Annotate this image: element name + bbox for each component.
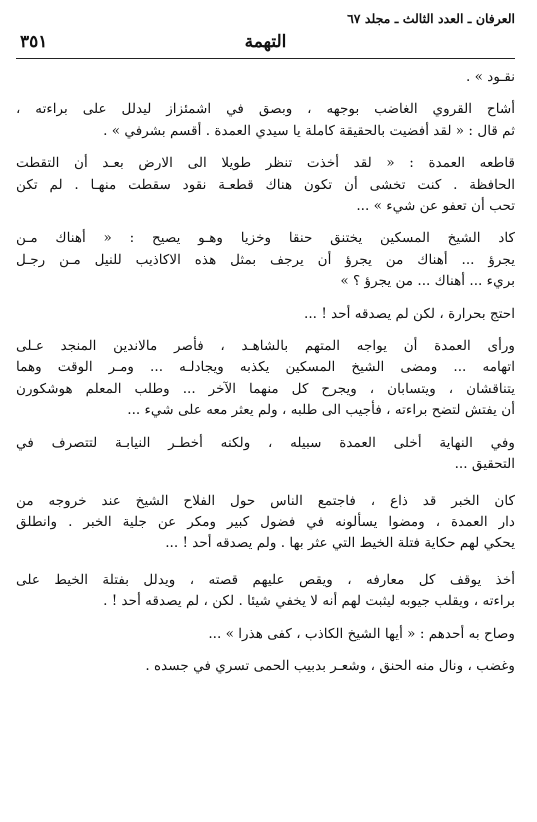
paragraph-2 bbox=[16, 99, 515, 142]
title-row bbox=[16, 28, 515, 59]
running-head: العرفان ـ العدد الثالث ـ مجلد ٦٧ bbox=[347, 11, 515, 26]
article-body bbox=[16, 67, 515, 677]
text-line: ورأى العمدة أن يواجه المتهم بالشاهـد ، فأصر مالاندين المنجد عـلى bbox=[16, 338, 515, 355]
paragraph-10 bbox=[16, 624, 515, 645]
text-line: التحقيق ... bbox=[454, 456, 515, 473]
text-line: اتهامه ... ومضى الشيخ المسكين يكذبه ويجادلـه ... ومـر الوقت وهما bbox=[16, 359, 515, 376]
text-line: وصاح به أحدهم : « أيها الشيخ الكاذب ، كفى هذرا » ... bbox=[208, 625, 515, 642]
text-line: ثم قال : « لقد أفضيت بالحقيقة كاملة يا سيدي العمدة . أقسم بشرفي » . bbox=[103, 122, 515, 139]
text-line: براءته ، ويقلب جيوبه ليثبت لهم أنه لا يخفي شيئا . لكن ، لم يصدقه أحد ! . bbox=[103, 593, 515, 610]
text-line: وغضب ، ونال منه الحنق ، وشعـر بدبيب الحمى تسري في جسده . bbox=[145, 657, 515, 674]
text-line: بريء ... أهناك ... من يجرؤ ؟ » bbox=[340, 273, 515, 290]
text-line: كاد الشيخ المسكين يختنق حنقا وخزيا وهـو يصيح : « أهناك مـن bbox=[16, 230, 515, 247]
text-line: يتناقشان ، ويتسابان ، ويجرح كل منهما الآخر ... وطلب المعلم هوشكورن bbox=[16, 380, 515, 397]
paragraph-11 bbox=[16, 656, 515, 677]
text-line: أشاح القروي الغاضب بوجهه ، وبصق في اشمئزاز ليدلل على براءته ، bbox=[16, 101, 515, 118]
article-title: التهمة bbox=[244, 32, 287, 52]
paragraph-8 bbox=[16, 491, 515, 555]
text-line: قاطعه العمدة : « لقد أخذت تنظر طويلا الى الارض بعـد أن التقطت bbox=[16, 155, 515, 172]
paragraph-7 bbox=[16, 433, 515, 476]
paragraph-3 bbox=[16, 153, 515, 217]
text-line: دار العمدة ، ومضوا يسألونه في فضول كبير ومكر عن جلية الخبر . وانطلق bbox=[16, 513, 515, 530]
text-line: نقـود » . bbox=[466, 69, 515, 85]
text-line: تحب أن تعفو عن شيء » ... bbox=[356, 198, 515, 215]
text-line: كان الخبر قد ذاع ، فاجتمع الناس حول الفلاح الشيخ عند خروجه من bbox=[16, 492, 515, 509]
page-number: ٣٥١ bbox=[20, 32, 48, 52]
paragraph-1 bbox=[16, 67, 515, 88]
paragraph-9 bbox=[16, 570, 515, 613]
text-line: يحكي لهم حكاية فتلة الخيط التي عثر بها . ولم يصدقه أحد ! ... bbox=[165, 535, 515, 552]
paragraph-5 bbox=[16, 304, 515, 325]
text-line: الحافظة . كنت تخشى أن تكون هناك قطعـة نقود سقطت منهـا . لم تكن bbox=[16, 176, 515, 193]
text-line: احتج بحرارة ، لكن لم يصدقه أحد ! ... bbox=[304, 305, 515, 322]
text-line: وفي النهاية أخلى العمدة سبيله ، ولكنه أخطـر النيابـة لتتصرف في bbox=[16, 434, 515, 451]
text-line: يجرؤ ... أهناك من يجرؤ أن يرجف بمثل هذه الاكاذيب للنيل مـن رجـل bbox=[16, 251, 515, 268]
text-line: أن يفتش لتضح براءته ، فأجيب الى طلبه ، ولم يعثر معه على شيء ... bbox=[127, 402, 515, 419]
paragraph-4 bbox=[16, 228, 515, 292]
text-line: أخذ يوقف كل معارفه ، ويقص عليهم قصته ، ويدلل بفتلة الخيط على bbox=[16, 571, 515, 588]
paragraph-6 bbox=[16, 336, 515, 422]
